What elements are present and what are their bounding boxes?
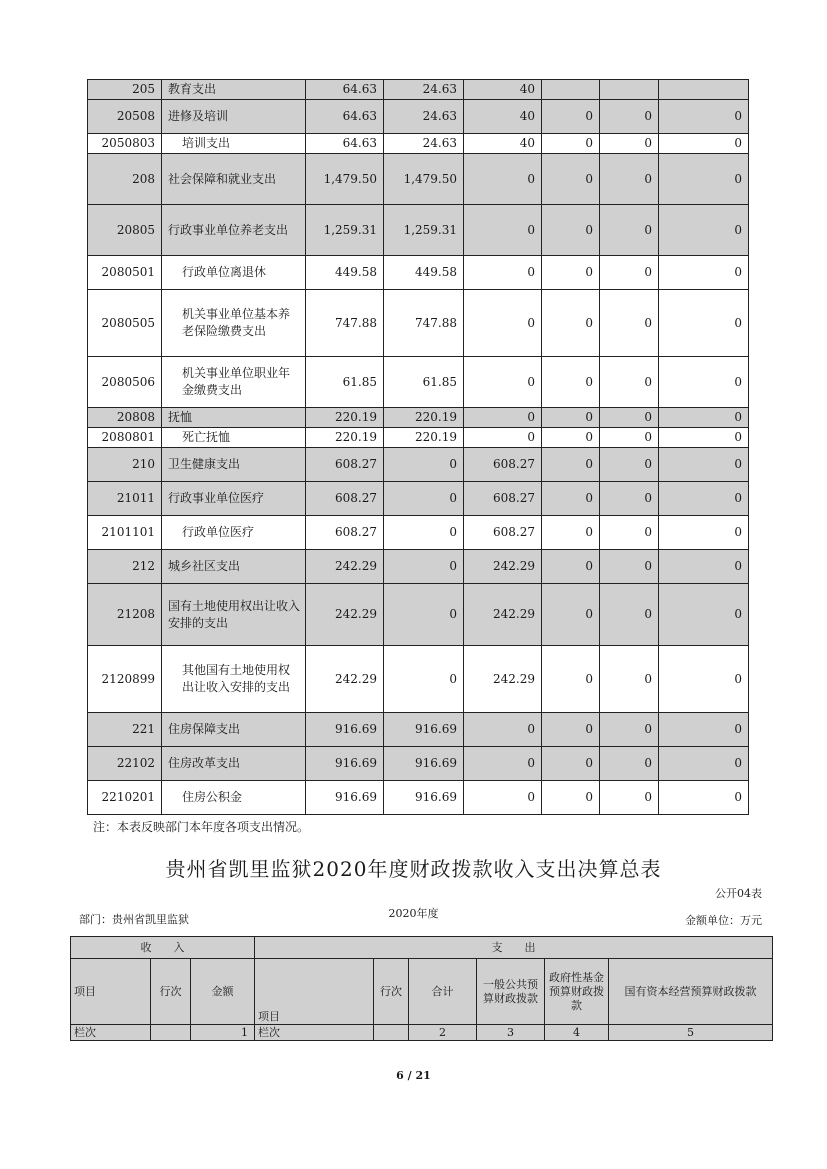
row-col6: [659, 80, 749, 100]
row-col5: 0: [600, 357, 659, 408]
table-row: [88, 448, 749, 482]
table-row: [88, 408, 749, 428]
table-row: [88, 516, 749, 550]
row-col4: 0: [542, 357, 600, 408]
row-project-expense: 0: [464, 205, 542, 256]
table-row: [88, 428, 749, 448]
row-col5: 0: [600, 550, 659, 584]
row-col6: 0: [659, 550, 749, 584]
row-col5: 0: [600, 428, 659, 448]
row-col5: 0: [600, 205, 659, 256]
row-project-expense: 242.29: [464, 584, 542, 646]
row-code: 20808: [88, 408, 162, 428]
row-code: 2210201: [88, 781, 162, 815]
row-col5: 0: [600, 256, 659, 290]
row-basic-expense: 220.19: [384, 408, 464, 428]
row-col4: 0: [542, 154, 600, 205]
row-col6: 0: [659, 482, 749, 516]
row-total: 64.63: [306, 100, 384, 134]
row-col6: 0: [659, 290, 749, 357]
row-col5: 0: [600, 134, 659, 154]
row-basic-expense: 24.63: [384, 80, 464, 100]
index-2: 2: [409, 1025, 477, 1041]
summary-column-row: [71, 959, 773, 1025]
row-code: 2120899: [88, 646, 162, 713]
row-col4: 0: [542, 205, 600, 256]
row-col4: 0: [542, 256, 600, 290]
row-col5: 0: [600, 154, 659, 205]
row-col6: 0: [659, 357, 749, 408]
row-col6: 0: [659, 713, 749, 747]
row-total: 61.85: [306, 357, 384, 408]
row-code: 2080801: [88, 428, 162, 448]
table-row: [88, 256, 749, 290]
index-3: 3: [477, 1025, 545, 1041]
row-total: 242.29: [306, 584, 384, 646]
row-col4: 0: [542, 408, 600, 428]
row-name: 进修及培训: [162, 100, 306, 134]
table-row: [88, 781, 749, 815]
row-code: 2050803: [88, 134, 162, 154]
col-item: 项目: [71, 959, 151, 1025]
row-col6: 0: [659, 205, 749, 256]
row-total: 1,259.31: [306, 205, 384, 256]
row-col6: 0: [659, 781, 749, 815]
row-total: 242.29: [306, 646, 384, 713]
row-name: 行政事业单位养老支出: [162, 205, 306, 256]
row-total: 608.27: [306, 448, 384, 482]
table-row: [88, 205, 749, 256]
row-col6: 0: [659, 154, 749, 205]
row-name: 其他国有土地使用权出让收入安排的支出: [162, 646, 306, 713]
row-code: 20805: [88, 205, 162, 256]
row-project-expense: 608.27: [464, 448, 542, 482]
col-state-capital: 国有资本经营预算财政拨款: [609, 959, 773, 1025]
row-project-expense: 242.29: [464, 550, 542, 584]
row-project-expense: 0: [464, 713, 542, 747]
table-row: [88, 134, 749, 154]
income-header: 收 入: [71, 937, 255, 959]
row-col5: 0: [600, 448, 659, 482]
row-name: 国有土地使用权出让收入安排的支出: [162, 584, 306, 646]
row-total: 1,479.50: [306, 154, 384, 205]
row-project-expense: 0: [464, 428, 542, 448]
page-title: 贵州省凯里监狱2020年度财政拨款收入支出决算总表: [165, 857, 662, 881]
row-project-expense: 0: [464, 357, 542, 408]
row-total: 64.63: [306, 80, 384, 100]
index-empty-expense: [374, 1025, 409, 1041]
row-name: 死亡抚恤: [162, 428, 306, 448]
row-code: 2080506: [88, 357, 162, 408]
col-item-expense: 项目: [255, 959, 374, 1025]
row-basic-expense: 0: [384, 584, 464, 646]
row-basic-expense: 220.19: [384, 428, 464, 448]
table-row: [88, 100, 749, 134]
row-col4: [542, 80, 600, 100]
row-code: 208: [88, 154, 162, 205]
row-project-expense: 40: [464, 80, 542, 100]
row-code: 2101101: [88, 516, 162, 550]
row-code: 212: [88, 550, 162, 584]
row-project-expense: 608.27: [464, 482, 542, 516]
summary-header-row: [71, 937, 773, 959]
col-gov-fund: 政府性基金预算财政拨款: [545, 959, 609, 1025]
row-project-expense: 40: [464, 100, 542, 134]
row-name: 抚恤: [162, 408, 306, 428]
row-name: 机关事业单位职业年金缴费支出: [162, 357, 306, 408]
amount-unit: 金额单位：万元: [685, 914, 762, 927]
row-basic-expense: 24.63: [384, 134, 464, 154]
row-basic-expense: 0: [384, 482, 464, 516]
row-col6: 0: [659, 448, 749, 482]
row-name: 行政单位医疗: [162, 516, 306, 550]
row-col5: 0: [600, 646, 659, 713]
table-row: [88, 80, 749, 100]
row-name: 教育支出: [162, 80, 306, 100]
row-col4: 0: [542, 134, 600, 154]
table-row: [88, 154, 749, 205]
index-4: 4: [545, 1025, 609, 1041]
table-row: [88, 482, 749, 516]
row-project-expense: 0: [464, 256, 542, 290]
row-name: 培训支出: [162, 134, 306, 154]
row-basic-expense: 0: [384, 646, 464, 713]
row-total: 916.69: [306, 713, 384, 747]
index-1: 1: [191, 1025, 255, 1041]
row-total: 220.19: [306, 408, 384, 428]
row-col5: 0: [600, 713, 659, 747]
row-col6: 0: [659, 747, 749, 781]
row-basic-expense: 916.69: [384, 747, 464, 781]
row-col5: 0: [600, 482, 659, 516]
col-general-budget: 一般公共预算财政拨款: [477, 959, 545, 1025]
row-code: 22102: [88, 747, 162, 781]
table-row: [88, 646, 749, 713]
row-total: 916.69: [306, 781, 384, 815]
row-basic-expense: 916.69: [384, 713, 464, 747]
row-project-expense: 608.27: [464, 516, 542, 550]
row-total: 242.29: [306, 550, 384, 584]
row-col5: 0: [600, 290, 659, 357]
row-total: 220.19: [306, 428, 384, 448]
row-basic-expense: 0: [384, 550, 464, 584]
row-total: 916.69: [306, 747, 384, 781]
row-total: 608.27: [306, 516, 384, 550]
row-code: 21208: [88, 584, 162, 646]
table-note: 注：本表反映部门本年度各项支出情况。: [93, 820, 310, 834]
expense-header: 支 出: [255, 937, 773, 959]
row-name: 住房公积金: [162, 781, 306, 815]
row-project-expense: 0: [464, 290, 542, 357]
col-rowno: 行次: [151, 959, 191, 1025]
row-col5: 0: [600, 100, 659, 134]
form-number: 公开04表: [715, 887, 762, 900]
row-col6: 0: [659, 646, 749, 713]
index-label-expense: 栏次: [255, 1025, 374, 1041]
row-basic-expense: 0: [384, 448, 464, 482]
row-name: 卫生健康支出: [162, 448, 306, 482]
row-basic-expense: 24.63: [384, 100, 464, 134]
row-basic-expense: 61.85: [384, 357, 464, 408]
row-col4: 0: [542, 482, 600, 516]
row-project-expense: 40: [464, 134, 542, 154]
row-project-expense: 0: [464, 408, 542, 428]
row-code: 21011: [88, 482, 162, 516]
row-col4: 0: [542, 448, 600, 482]
row-col6: 0: [659, 584, 749, 646]
summary-index-row: [71, 1025, 773, 1041]
index-label: 栏次: [71, 1025, 151, 1041]
row-col6: 0: [659, 516, 749, 550]
department-label: 部门：贵州省凯里监狱: [79, 913, 189, 926]
index-empty: [151, 1025, 191, 1041]
index-5: 5: [609, 1025, 773, 1041]
row-col6: 0: [659, 134, 749, 154]
row-code: 205: [88, 80, 162, 100]
row-col5: [600, 80, 659, 100]
row-project-expense: 242.29: [464, 646, 542, 713]
row-basic-expense: 916.69: [384, 781, 464, 815]
row-basic-expense: 1,259.31: [384, 205, 464, 256]
table-row: [88, 550, 749, 584]
table-row: [88, 747, 749, 781]
table-row: [88, 584, 749, 646]
col-total: 合计: [409, 959, 477, 1025]
row-basic-expense: 0: [384, 516, 464, 550]
row-col4: 0: [542, 550, 600, 584]
row-name: 行政单位离退休: [162, 256, 306, 290]
row-col4: 0: [542, 516, 600, 550]
row-basic-expense: 747.88: [384, 290, 464, 357]
expenditure-table: [87, 79, 749, 815]
table-row: [88, 290, 749, 357]
row-col4: 0: [542, 747, 600, 781]
row-name: 住房改革支出: [162, 747, 306, 781]
row-col4: 0: [542, 428, 600, 448]
row-col4: 0: [542, 290, 600, 357]
row-col4: 0: [542, 781, 600, 815]
row-col5: 0: [600, 408, 659, 428]
row-code: 2080501: [88, 256, 162, 290]
row-col5: 0: [600, 516, 659, 550]
col-rowno-expense: 行次: [374, 959, 409, 1025]
row-col4: 0: [542, 584, 600, 646]
row-project-expense: 0: [464, 781, 542, 815]
row-total: 608.27: [306, 482, 384, 516]
summary-table: [70, 936, 773, 1041]
row-col5: 0: [600, 781, 659, 815]
row-basic-expense: 1,479.50: [384, 154, 464, 205]
row-total: 64.63: [306, 134, 384, 154]
fiscal-year: 2020年度: [388, 907, 439, 920]
row-col4: 0: [542, 713, 600, 747]
row-code: 20508: [88, 100, 162, 134]
row-col6: 0: [659, 256, 749, 290]
row-project-expense: 0: [464, 154, 542, 205]
table-row: [88, 713, 749, 747]
row-name: 行政事业单位医疗: [162, 482, 306, 516]
row-name: 机关事业单位基本养老保险缴费支出: [162, 290, 306, 357]
row-col6: 0: [659, 428, 749, 448]
row-name: 社会保障和就业支出: [162, 154, 306, 205]
row-basic-expense: 449.58: [384, 256, 464, 290]
page-number: 6 / 21: [396, 1069, 431, 1082]
row-col5: 0: [600, 747, 659, 781]
row-code: 210: [88, 448, 162, 482]
row-col4: 0: [542, 100, 600, 134]
table-row: [88, 357, 749, 408]
row-name: 城乡社区支出: [162, 550, 306, 584]
row-code: 221: [88, 713, 162, 747]
row-col6: 0: [659, 100, 749, 134]
row-total: 747.88: [306, 290, 384, 357]
row-total: 449.58: [306, 256, 384, 290]
row-name: 住房保障支出: [162, 713, 306, 747]
row-col6: 0: [659, 408, 749, 428]
row-col4: 0: [542, 646, 600, 713]
row-col5: 0: [600, 584, 659, 646]
col-amount: 金额: [191, 959, 255, 1025]
row-project-expense: 0: [464, 747, 542, 781]
row-code: 2080505: [88, 290, 162, 357]
